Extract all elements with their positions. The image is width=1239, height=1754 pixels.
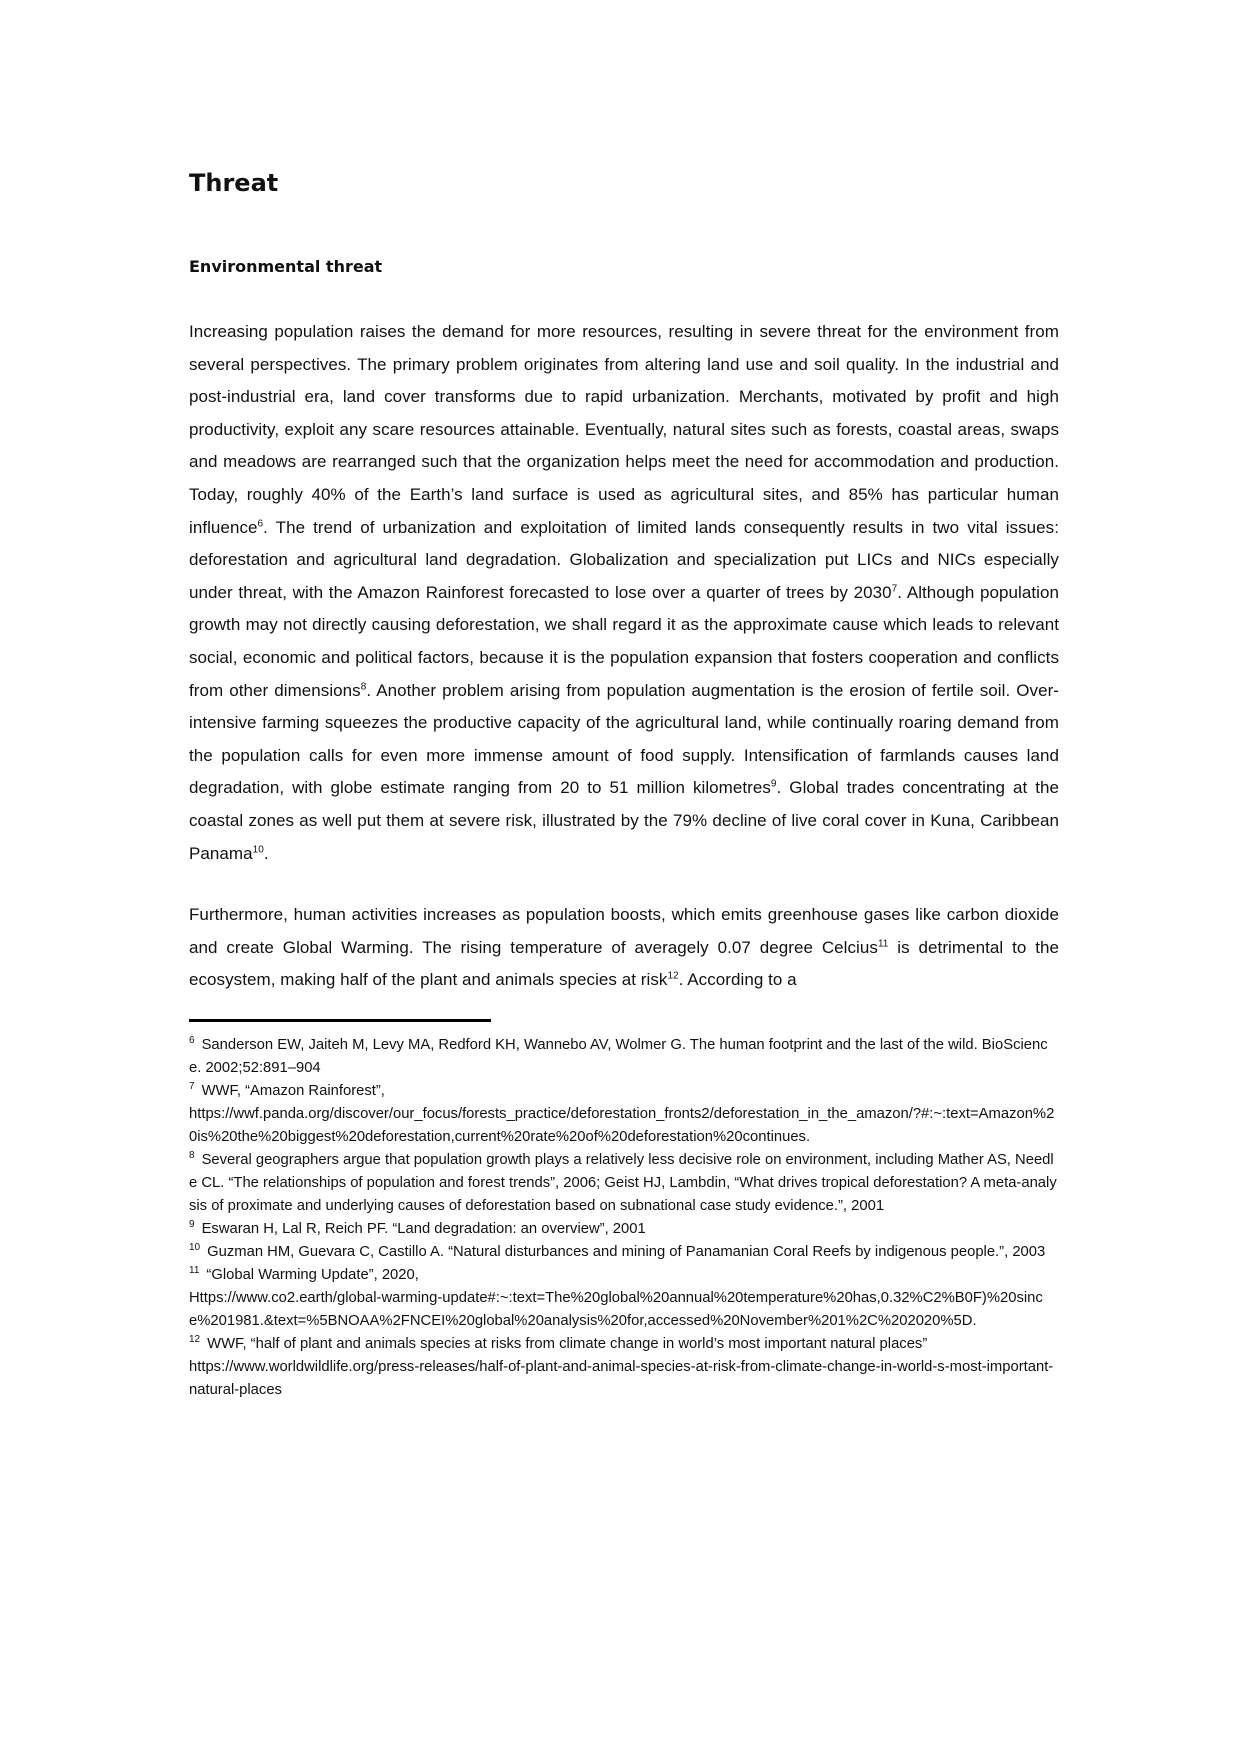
footnote [189, 1080, 1059, 1149]
footnote-reference: 12 [667, 970, 679, 982]
footnote-number: 10 [189, 1241, 201, 1253]
footnote-text: Several geographers argue that population growth plays a relatively less decisive role on environment, including Mather AS, Needle CL. “The relationships of population and forest trends”, 2006; Geist HJ, Lambdin, “What drives tropical deforestation? A meta-analysis of proximate and underlying causes of deforestation based on subnational case study evidence.”, 2001 [189, 1151, 1057, 1214]
footnote-text: Sanderson EW, Jaiteh M, Levy MA, Redford KH, Wannebo AV, Wolmer G. The human footprint and the last of the wild. BioScience. 2002;52:891–904 [189, 1036, 1048, 1076]
footnote-number: 7 [189, 1080, 195, 1092]
footnote [189, 1241, 1059, 1264]
footnote-text: WWF, “Amazon Rainforest”, [201, 1082, 385, 1099]
body-paragraph [189, 316, 1059, 870]
paragraph-text: Increasing population raises the demand for more resources, resulting in severe threat for the environment from several perspectives. The primary problem originates from altering land use and soil quality. In the industrial and post-industrial era, land cover transforms due to rapid urbanization. Merchants, motivated by profit and high productivity, exploit any scare resources attainable. Eventually, natural sites such as forests, coastal areas, swaps and meadows are rearranged such that the organization helps meet the need for accommodation and production. Today, roughly 40% of the Earth’s land surface is used as agricultural sites, and 85% has particular human influence [189, 322, 1059, 537]
paragraph-text: is detrimental to the ecosystem, making half of the plant and animals species at risk [189, 937, 1059, 990]
footnotes [189, 1034, 1059, 1402]
footnote-reference: 6 [257, 517, 264, 529]
footnote-separator [189, 1019, 491, 1022]
footnote-text: Guzman HM, Guevara C, Castillo A. “Natural disturbances and mining of Panamanian Coral Reefs by indigenous people.”, 2003 [207, 1243, 1046, 1260]
footnote-reference: 11 [877, 938, 889, 950]
page-title: Threat [189, 169, 279, 197]
footnote-text: “Global Warming Update”, 2020, [206, 1266, 419, 1283]
footnote-number: 6 [189, 1034, 195, 1046]
footnote [189, 1034, 1059, 1080]
footnote-number: 9 [189, 1218, 195, 1230]
page-content [189, 168, 1059, 1402]
footnote [189, 1264, 1059, 1333]
footnote [189, 1333, 1059, 1402]
footnote-text: WWF, “half of plant and animals species at risks from climate change in world’s most important natural places” [207, 1335, 928, 1352]
footnote-url[interactable]: https://wwf.panda.org/discover/our_focus/forests_practice/deforestation_fronts2/deforestation_in_the_amazon/?#:~:text=Amazon%20is%20the%20biggest%20deforestation,current%20rate%20of%20deforestation%20continues. [189, 1105, 1055, 1145]
section-heading: Environmental threat [189, 257, 383, 276]
footnote-text: Eswaran H, Lal R, Reich PF. “Land degradation: an overview”, 2001 [201, 1220, 646, 1237]
paragraph-text: . Global trades concentrating at the coastal zones as well put them at severe risk, illustrated by the 79% decline of live coral cover in Kuna, Caribbean Panama [189, 778, 1059, 863]
footnote-url[interactable]: Https://www.co2.earth/global-warming-update#:~:text=The%20global%20annual%20temperature%20has,0.32%C2%B0F)%20since%201981.&text=%5BNOAA%2FNCEI%20global%20analysis%20for,accessed%20November%201%2C%202020%5D. [189, 1289, 1043, 1329]
footnote-reference: 8 [360, 680, 367, 692]
paragraph-text: Furthermore, human activities increases as population boosts, which emits greenhouse gases like carbon dioxide and create Global Warming. The rising temperature of averagely 0.07 degree Celcius [189, 905, 1059, 957]
body-paragraph [189, 899, 1059, 997]
footnote [189, 1149, 1059, 1218]
footnote [189, 1218, 1059, 1241]
footnote-number: 11 [189, 1264, 200, 1276]
footnote-url[interactable]: https://www.worldwildlife.org/press-releases/half-of-plant-and-animal-species-at-risk-from-climate-change-in-world-s-most-important-natural-places [189, 1358, 1054, 1398]
footnote-reference: 9 [770, 778, 777, 790]
paragraph-text: . [263, 843, 269, 863]
footnote-reference: 7 [891, 583, 898, 595]
footnote-number: 8 [189, 1149, 195, 1161]
footnote-reference: 10 [252, 843, 264, 855]
paragraph-text: . Although population growth may not directly causing deforestation, we shall regard it as the approximate cause which leads to relevant social, economic and political factors, because it is the population expansion that fosters cooperation and conflicts from other dimensions [189, 582, 1059, 700]
footnote-number: 12 [189, 1333, 201, 1345]
paragraph-text: . According to a [678, 970, 797, 990]
paragraph-text: . Another problem arising from population augmentation is the erosion of fertile soil. Over-intensive farming squeezes the productive capacity of the agricultural land, while continually roaring demand from the population calls for even more immense amount of food supply. Intensification of farmlands causes land degradation, with globe estimate ranging from 20 to 51 million kilometres [189, 680, 1060, 798]
paragraph-text: . The trend of urbanization and exploitation of limited lands consequently results in two vital issues: deforestation and agricultural land degradation. Globalization and specialization put LICs and NICs especially under threat, with the Amazon Rainforest forecasted to lose over a quarter of trees by 2030 [189, 517, 1059, 602]
